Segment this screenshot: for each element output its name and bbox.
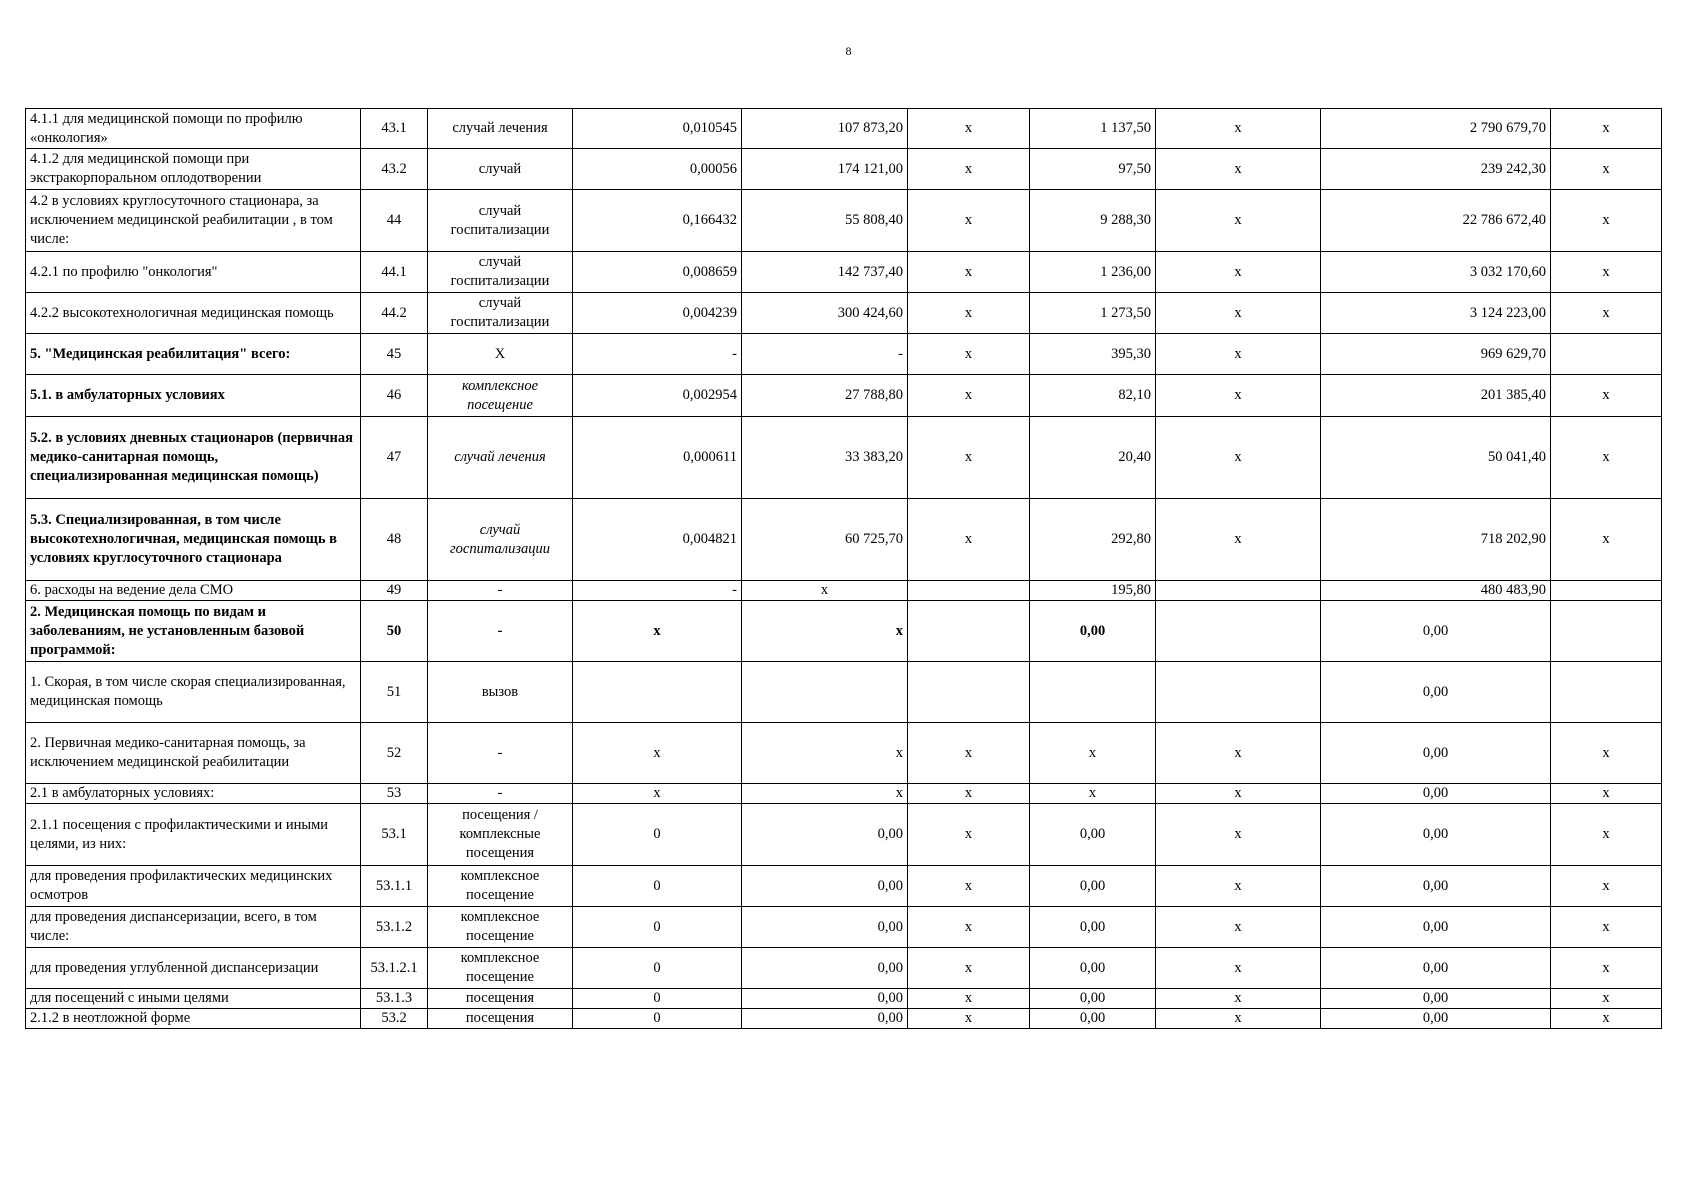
cell-c9: 201 385,40 — [1321, 375, 1551, 417]
cell-c5: x — [742, 784, 908, 804]
cell-c4: 0 — [573, 1009, 742, 1029]
table-row — [26, 293, 1662, 334]
row-code: 53.1.2.1 — [361, 948, 428, 989]
table-row — [26, 499, 1662, 581]
cell-c9: 0,00 — [1321, 989, 1551, 1009]
row-name: для проведения диспансеризации, всего, в том числе: — [26, 907, 361, 948]
cell-c7: 1 273,50 — [1030, 293, 1156, 334]
table-row — [26, 149, 1662, 190]
cell-c10 — [1551, 581, 1662, 601]
cell-c4: 0,008659 — [573, 252, 742, 293]
cell-c8 — [1156, 662, 1321, 723]
cell-c10: x — [1551, 109, 1662, 149]
row-name: 5. "Медицинская реабилитация" всего: — [26, 334, 361, 375]
cell-c5: 142 737,40 — [742, 252, 908, 293]
cell-c10: x — [1551, 417, 1662, 499]
table-row — [26, 375, 1662, 417]
cell-c4: 0 — [573, 989, 742, 1009]
cell-c5: 0,00 — [742, 1009, 908, 1029]
cell-c7: 1 137,50 — [1030, 109, 1156, 149]
cell-c7: 0,00 — [1030, 866, 1156, 907]
cell-c8: x — [1156, 866, 1321, 907]
cell-c10: x — [1551, 190, 1662, 252]
cell-c8: x — [1156, 417, 1321, 499]
row-name: 2.1.2 в неотложной форме — [26, 1009, 361, 1029]
row-code: 44.2 — [361, 293, 428, 334]
cell-c8: x — [1156, 190, 1321, 252]
cell-c7: x — [1030, 784, 1156, 804]
row-unit: комплексное посещение — [428, 375, 573, 417]
row-name: 4.2 в условиях круглосуточного стационара, за исключением медицинской реабилитации , в том числе: — [26, 190, 361, 252]
cell-c8: x — [1156, 375, 1321, 417]
cell-c8: x — [1156, 149, 1321, 190]
row-code: 53.1.2 — [361, 907, 428, 948]
cell-c7: x — [1030, 723, 1156, 784]
cell-c7: 1 236,00 — [1030, 252, 1156, 293]
cell-c5: 27 788,80 — [742, 375, 908, 417]
row-unit: случай лечения — [428, 109, 573, 149]
table-row — [26, 252, 1662, 293]
row-name: 4.1.2 для медицинской помощи при экстракорпоральном оплодотворении — [26, 149, 361, 190]
row-unit: вызов — [428, 662, 573, 723]
row-unit: комплексное посещение — [428, 907, 573, 948]
row-unit: посещения — [428, 989, 573, 1009]
table-row — [26, 804, 1662, 866]
cell-c4: 0,002954 — [573, 375, 742, 417]
cell-c10 — [1551, 601, 1662, 662]
cell-c5: 0,00 — [742, 866, 908, 907]
cell-c9: 0,00 — [1321, 662, 1551, 723]
row-unit: комплексное посещение — [428, 866, 573, 907]
cell-c6: x — [908, 866, 1030, 907]
row-unit: случай — [428, 149, 573, 190]
cell-c10: x — [1551, 907, 1662, 948]
row-name: для посещений с иными целями — [26, 989, 361, 1009]
cell-c4: x — [573, 601, 742, 662]
cell-c10: x — [1551, 499, 1662, 581]
cell-c5: x — [742, 723, 908, 784]
cell-c7: 195,80 — [1030, 581, 1156, 601]
cell-c9: 3 124 223,00 — [1321, 293, 1551, 334]
row-name: 4.1.1 для медицинской помощи по профилю «онкология» — [26, 109, 361, 149]
cell-c6: x — [908, 948, 1030, 989]
cell-c9: 0,00 — [1321, 948, 1551, 989]
cell-c4: 0,004239 — [573, 293, 742, 334]
cell-c4: 0 — [573, 804, 742, 866]
row-code: 43.1 — [361, 109, 428, 149]
row-code: 48 — [361, 499, 428, 581]
row-unit: случай госпитализации — [428, 499, 573, 581]
row-code: 43.2 — [361, 149, 428, 190]
row-code: 46 — [361, 375, 428, 417]
cell-c6: x — [908, 109, 1030, 149]
cell-c8: x — [1156, 804, 1321, 866]
row-name: 2. Медицинская помощь по видам и заболеваниям, не установленным базовой программой: — [26, 601, 361, 662]
row-unit: случай госпитализации — [428, 190, 573, 252]
cell-c5: 0,00 — [742, 907, 908, 948]
cell-c5: x — [742, 601, 908, 662]
row-unit: комплексное посещение — [428, 948, 573, 989]
cell-c7: 0,00 — [1030, 948, 1156, 989]
cell-c6 — [908, 581, 1030, 601]
cell-c6: x — [908, 252, 1030, 293]
cell-c7: 292,80 — [1030, 499, 1156, 581]
cell-c9: 3 032 170,60 — [1321, 252, 1551, 293]
cell-c5: 300 424,60 — [742, 293, 908, 334]
row-code: 53.1.3 — [361, 989, 428, 1009]
cell-c9: 0,00 — [1321, 866, 1551, 907]
cell-c8: x — [1156, 499, 1321, 581]
table-row — [26, 907, 1662, 948]
cell-c5: - — [742, 334, 908, 375]
cell-c9: 0,00 — [1321, 723, 1551, 784]
page-number: 8 — [845, 44, 852, 58]
cell-c6: x — [908, 907, 1030, 948]
cell-c9: 718 202,90 — [1321, 499, 1551, 581]
row-code: 53.2 — [361, 1009, 428, 1029]
cell-c4: 0 — [573, 948, 742, 989]
table-row — [26, 581, 1662, 601]
cell-c4: 0,166432 — [573, 190, 742, 252]
cell-c4: - — [573, 581, 742, 601]
cell-c9: 969 629,70 — [1321, 334, 1551, 375]
row-unit: - — [428, 723, 573, 784]
cell-c4: 0,004821 — [573, 499, 742, 581]
cell-c8: x — [1156, 989, 1321, 1009]
cell-c10: x — [1551, 989, 1662, 1009]
cell-c5: 33 383,20 — [742, 417, 908, 499]
cell-c4: 0,000611 — [573, 417, 742, 499]
cell-c6: x — [908, 1009, 1030, 1029]
cell-c6: x — [908, 334, 1030, 375]
cell-c6: x — [908, 499, 1030, 581]
row-unit: случай лечения — [428, 417, 573, 499]
cell-c7: 0,00 — [1030, 601, 1156, 662]
cell-c4: x — [573, 723, 742, 784]
cell-c9: 22 786 672,40 — [1321, 190, 1551, 252]
cell-c7: 82,10 — [1030, 375, 1156, 417]
cell-c4: 0,010545 — [573, 109, 742, 149]
cell-c10: x — [1551, 784, 1662, 804]
cell-c7: 0,00 — [1030, 1009, 1156, 1029]
cell-c10: x — [1551, 948, 1662, 989]
cell-c4: 0 — [573, 866, 742, 907]
financing-table — [25, 108, 1662, 1029]
cell-c9: 480 483,90 — [1321, 581, 1551, 601]
row-unit: - — [428, 784, 573, 804]
row-code: 53 — [361, 784, 428, 804]
table-row — [26, 989, 1662, 1009]
cell-c8: x — [1156, 252, 1321, 293]
row-unit: случай госпитализации — [428, 293, 573, 334]
row-name: 5.3. Специализированная, в том числе высокотехнологичная, медицинская помощь в условиях круглосуточного стационара — [26, 499, 361, 581]
row-name: 2. Первичная медико-санитарная помощь, за исключением медицинской реабилитации — [26, 723, 361, 784]
cell-c6: x — [908, 149, 1030, 190]
row-name: для проведения углубленной диспансеризации — [26, 948, 361, 989]
cell-c9: 0,00 — [1321, 784, 1551, 804]
cell-c9: 0,00 — [1321, 601, 1551, 662]
cell-c6 — [908, 601, 1030, 662]
table-row — [26, 190, 1662, 252]
table-row — [26, 723, 1662, 784]
cell-c6: x — [908, 190, 1030, 252]
row-code: 45 — [361, 334, 428, 375]
cell-c9: 50 041,40 — [1321, 417, 1551, 499]
cell-c5: 55 808,40 — [742, 190, 908, 252]
cell-c8: x — [1156, 907, 1321, 948]
cell-c6: x — [908, 417, 1030, 499]
row-code: 44.1 — [361, 252, 428, 293]
row-unit: случай госпитализации — [428, 252, 573, 293]
cell-c5: 107 873,20 — [742, 109, 908, 149]
row-unit: посещения / комплексные посещения — [428, 804, 573, 866]
cell-c10: x — [1551, 375, 1662, 417]
cell-c6: x — [908, 804, 1030, 866]
cell-c8: x — [1156, 293, 1321, 334]
cell-c7: 9 288,30 — [1030, 190, 1156, 252]
cell-c8: x — [1156, 109, 1321, 149]
cell-c6 — [908, 662, 1030, 723]
cell-c7: 395,30 — [1030, 334, 1156, 375]
table-row — [26, 417, 1662, 499]
table-row — [26, 334, 1662, 375]
row-code: 50 — [361, 601, 428, 662]
cell-c6: x — [908, 784, 1030, 804]
cell-c8: x — [1156, 948, 1321, 989]
cell-c5 — [742, 662, 908, 723]
cell-c10: x — [1551, 293, 1662, 334]
row-unit: - — [428, 581, 573, 601]
cell-c9: 2 790 679,70 — [1321, 109, 1551, 149]
table-row — [26, 1009, 1662, 1029]
cell-c7: 20,40 — [1030, 417, 1156, 499]
cell-c8: x — [1156, 334, 1321, 375]
row-unit: X — [428, 334, 573, 375]
cell-c9: 239 242,30 — [1321, 149, 1551, 190]
row-code: 49 — [361, 581, 428, 601]
cell-c5: 174 121,00 — [742, 149, 908, 190]
table-row — [26, 948, 1662, 989]
cell-c9: 0,00 — [1321, 907, 1551, 948]
cell-c10: x — [1551, 149, 1662, 190]
cell-c8: x — [1156, 1009, 1321, 1029]
cell-c10 — [1551, 662, 1662, 723]
cell-c10: x — [1551, 804, 1662, 866]
table-row — [26, 109, 1662, 149]
cell-c4: x — [573, 784, 742, 804]
cell-c10: x — [1551, 866, 1662, 907]
cell-c7: 0,00 — [1030, 989, 1156, 1009]
row-name: 6. расходы на ведение дела СМО — [26, 581, 361, 601]
cell-c7: 97,50 — [1030, 149, 1156, 190]
table-row — [26, 784, 1662, 804]
cell-c5: 60 725,70 — [742, 499, 908, 581]
row-code: 47 — [361, 417, 428, 499]
cell-c6: x — [908, 375, 1030, 417]
cell-c5: x — [742, 581, 908, 601]
row-name: 4.2.1 по профилю "онкология" — [26, 252, 361, 293]
table-row — [26, 866, 1662, 907]
cell-c9: 0,00 — [1321, 804, 1551, 866]
cell-c4: 0 — [573, 907, 742, 948]
row-name: 2.1 в амбулаторных условиях: — [26, 784, 361, 804]
row-code: 51 — [361, 662, 428, 723]
cell-c8 — [1156, 601, 1321, 662]
cell-c4: 0,00056 — [573, 149, 742, 190]
table-row — [26, 662, 1662, 723]
cell-c6: x — [908, 723, 1030, 784]
row-code: 52 — [361, 723, 428, 784]
cell-c5: 0,00 — [742, 804, 908, 866]
row-name: 5.2. в условиях дневных стационаров (первичная медико-санитарная помощь, специализированная медицинская помощь) — [26, 417, 361, 499]
row-name: для проведения профилактических медицинских осмотров — [26, 866, 361, 907]
cell-c10: x — [1551, 723, 1662, 784]
row-name: 5.1. в амбулаторных условиях — [26, 375, 361, 417]
cell-c4 — [573, 662, 742, 723]
cell-c6: x — [908, 293, 1030, 334]
cell-c8: x — [1156, 723, 1321, 784]
cell-c5: 0,00 — [742, 989, 908, 1009]
cell-c10 — [1551, 334, 1662, 375]
row-unit: - — [428, 601, 573, 662]
table-row — [26, 601, 1662, 662]
row-code: 53.1 — [361, 804, 428, 866]
cell-c9: 0,00 — [1321, 1009, 1551, 1029]
row-unit: посещения — [428, 1009, 573, 1029]
cell-c7: 0,00 — [1030, 907, 1156, 948]
cell-c5: 0,00 — [742, 948, 908, 989]
cell-c8 — [1156, 581, 1321, 601]
row-name: 1. Скорая, в том числе скорая специализированная, медицинская помощь — [26, 662, 361, 723]
cell-c10: x — [1551, 1009, 1662, 1029]
cell-c10: x — [1551, 252, 1662, 293]
cell-c4: - — [573, 334, 742, 375]
row-name: 2.1.1 посещения с профилактическими и иными целями, из них: — [26, 804, 361, 866]
row-name: 4.2.2 высокотехнологичная медицинская помощь — [26, 293, 361, 334]
row-code: 53.1.1 — [361, 866, 428, 907]
cell-c7: 0,00 — [1030, 804, 1156, 866]
cell-c7 — [1030, 662, 1156, 723]
cell-c6: x — [908, 989, 1030, 1009]
row-code: 44 — [361, 190, 428, 252]
cell-c8: x — [1156, 784, 1321, 804]
